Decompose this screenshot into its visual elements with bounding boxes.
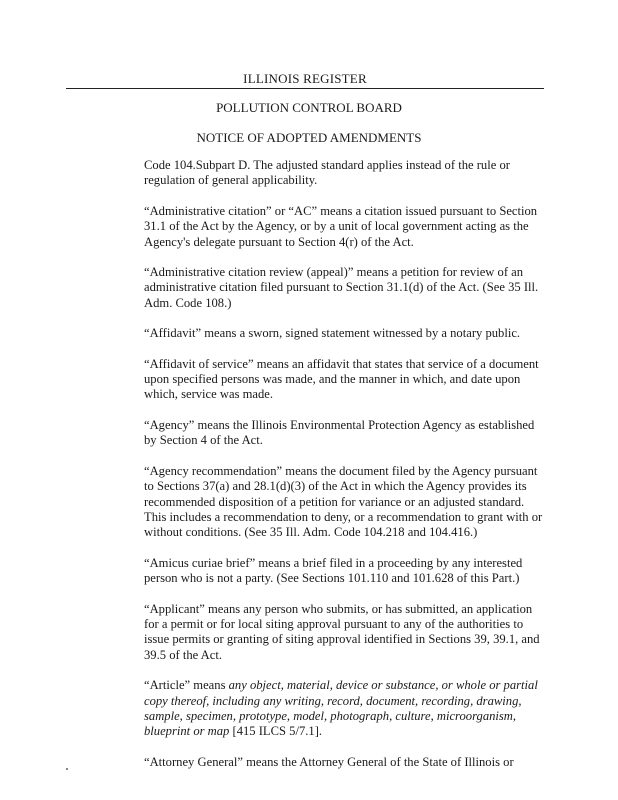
document-body <box>144 158 544 785</box>
paragraph-intro: Code 104.Subpart D. The adjusted standard applies instead of the rule or regulation of general applicability. <box>144 158 510 188</box>
article-italic-text: any object, material, device or substance, or whole or partial copy thereof, including any writing, record, document, recording, drawing, sample, specimen, prototype, model, photograph, culture, microorganism, blueprint or map <box>144 678 538 739</box>
article-citation: [415 ILCS 5/7.1]. <box>229 724 323 739</box>
scan-speck <box>66 768 68 770</box>
definition-amicus-curiae-brief: “Amicus curiae brief” means a brief filed in a proceeding by any interested person who is not a party. (See Sections 101.110 and 101.628 of this Part.) <box>144 555 523 586</box>
notice-title: NOTICE OF ADOPTED AMENDMENTS <box>196 130 422 145</box>
definition-attorney-general: “Attorney General” means the Attorney General of the State of Illinois or <box>144 754 514 769</box>
definition-article <box>144 678 544 740</box>
definition-applicant: “Applicant” means any person who submits, or has submitted, an application for a permit or for local siting approval pursuant to any of the authorities to issue permits or granting of siting approval identified in Sections 39, 39.1, and 39.5 of the Act. <box>144 601 540 662</box>
agency-title: POLLUTION CONTROL BOARD <box>216 100 402 115</box>
register-header <box>66 72 544 89</box>
definition-agency-recommendation: “Agency recommendation” means the document filed by the Agency pursuant to Sections 37(a) and 28.1(d)(3) of the Act in which the Agency provides its recommended disposition of a petition for variance or an adjusted standard. This includes a recommendation to deny, or a recommendation to grant with or without conditions. (See 35 Ill. Adm. Code 104.218 and 104.416.) <box>144 463 543 540</box>
definition-agency: “Agency” means the Illinois Environmental Protection Agency as established by Section 4 of the Act. <box>144 417 535 448</box>
definition-administrative-citation-review: “Administrative citation review (appeal)” means a petition for review of an administrative citation filed pursuant to Section 31.1(d) of the Act. (See 35 Ill. Adm. Code 108.) <box>144 265 539 310</box>
register-title: ILLINOIS REGISTER <box>66 72 544 89</box>
article-lead: “Article” means <box>144 678 229 693</box>
definition-administrative-citation: “Administrative citation” or “AC” means a citation issued pursuant to Section 31.1 of the Act by the Agency, or by a unit of local government acting as the Agency's delegate pursuant to Section 4(r) of the Act. <box>144 203 538 249</box>
definition-affidavit-of-service: “Affidavit of service” means an affidavit that states that service of a document upon specified persons was made, and the manner in which, and date upon which, service was made. <box>144 356 539 402</box>
definition-affidavit: “Affidavit” means a sworn, signed statement witnessed by a notary public. <box>144 326 521 341</box>
